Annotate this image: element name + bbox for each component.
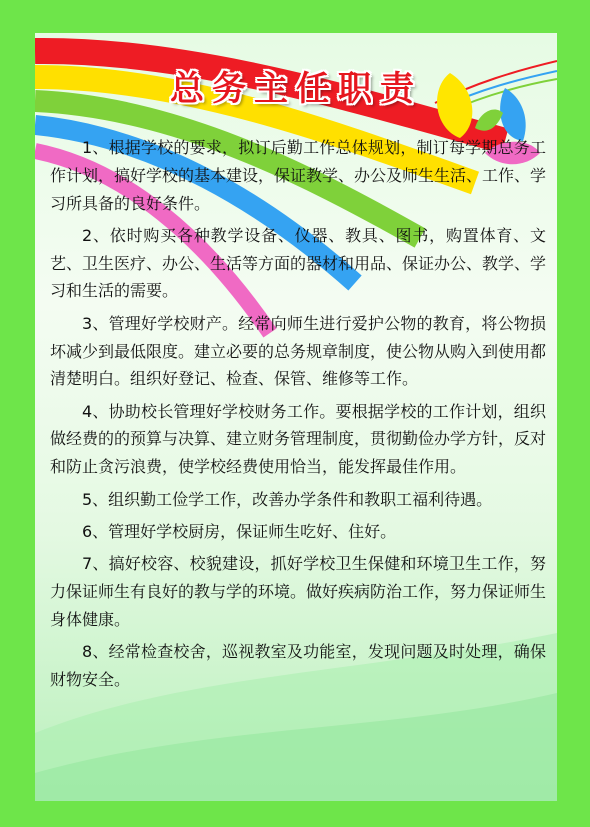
duty-list: [50, 134, 546, 698]
page-title: 总务主任职责: [170, 69, 422, 109]
duty-item: 7、搞好校容、校貌建设，抓好学校卫生保健和环境卫生工作，努力保证师生有良好的教与学的环境。做好疾病防治工作，努力保证师生身体健康。: [50, 554, 547, 629]
duty-item: 1、根据学校的要求，拟订后勤工作总体规划，制订每学期总务工作计划，搞好学校的基本建设，保证教学、办公及师生生活、工作、学习所具备的良好条件。: [50, 138, 547, 213]
duty-item: 6、管理好学校厨房，保证师生吃好、住好。: [82, 521, 397, 541]
duty-item: 8、经常检查校舍，巡视教室及功能室，发现问题及时处理，确保财物安全。: [50, 642, 546, 689]
duty-item: 5、组织勤工俭学工作，改善办学条件和教职工福利待遇。: [82, 489, 493, 509]
duty-item: 4、协助校长管理好学校财务工作。要根据学校的工作计划，组织做经费的的预算与决算、建立财务管理制度，贯彻勤俭办学方针，反对和防止贪污浪费，使学校经费使用恰当，能发挥最佳作用。: [50, 401, 547, 477]
content-panel: [35, 33, 557, 801]
duty-item: 2、依时购买各种教学设备、仪器、教具、图书，购置体育、文艺、卫生医疗、办公、生活等方面的器材和用品、保证办公、教学、学习和生活的需要。: [50, 225, 547, 301]
duty-item: 3、管理好学校财产。经常向师生进行爱护公物的教育，将公物损坏减少到最低限度。建立必要的总务规章制度，使公物从购入到使用都清楚明白。组织好登记、检查、保管、维修等工作。: [50, 313, 547, 389]
